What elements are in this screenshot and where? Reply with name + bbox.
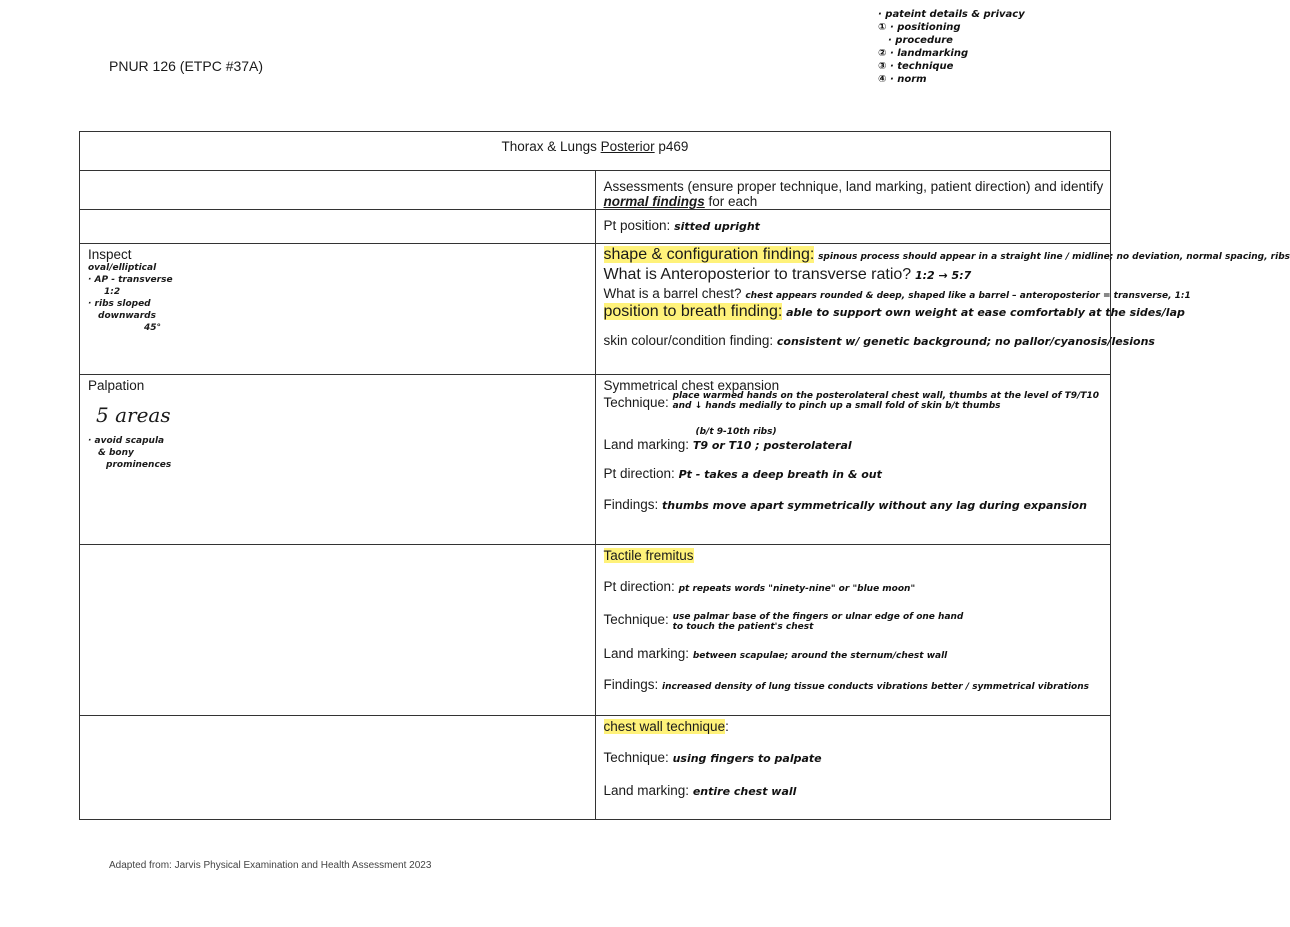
- ratio-label: What is Anteroposterior to transverse ratio?: [603, 266, 912, 283]
- palpation-label: Palpation: [88, 378, 145, 393]
- barrel-label: What is a barrel chest?: [603, 286, 742, 301]
- shape-label: shape & configuration finding:: [603, 246, 815, 263]
- pt-position-row: Pt position: sitted upright: [595, 210, 1111, 244]
- checklist-item: · pateint details & privacy: [878, 9, 1025, 20]
- handwritten-answer: chest appears rounded & deep, shaped like a barrel – anteroposterior = transverse, 1:1: [745, 291, 1191, 301]
- handwritten-note: 5 areas: [96, 403, 171, 427]
- findings-label: Findings:: [603, 677, 659, 692]
- handwritten-answer: pt repeats words "ninety-nine" or "blue moon": [678, 584, 916, 594]
- technique-label: Technique:: [603, 750, 669, 765]
- handwritten-answer: increased density of lung tissue conducts vibrations better / symmetrical vibrations: [662, 682, 1089, 692]
- handwritten-answer: to touch the patient's chest: [672, 622, 814, 632]
- landmark-label: Land marking:: [603, 783, 690, 798]
- handwritten-answer: consistent w/ genetic background; no pallor/cyanosis/lesions: [776, 335, 1155, 348]
- checklist-item: ① · positioning: [878, 22, 961, 33]
- handwritten-answer: sitted upright: [674, 220, 760, 233]
- technique-label: Technique:: [603, 395, 669, 410]
- palpation-findings: [595, 375, 1111, 545]
- assessment-instructions: Assessments (ensure proper technique, land marking, patient direction) and identify normal findings for each: [595, 171, 1111, 210]
- landmark-label: Land marking:: [603, 646, 690, 661]
- tactile-fremitus-title: Tactile fremitus: [603, 548, 694, 563]
- handwritten-answer: place warmed hands on the posterolateral chest wall, thumbs at the level of T9/T10: [672, 391, 1100, 401]
- handwritten-note: (b/t 9-10th ribs): [695, 427, 777, 437]
- handwritten-answer: T9 or T10 ; posterolateral: [692, 439, 852, 452]
- empty-cell: [80, 171, 596, 210]
- direction-label: Pt direction:: [603, 579, 675, 594]
- footer-attribution: Adapted from: Jarvis Physical Examination and Health Assessment 2023: [109, 860, 432, 871]
- inspect-label: Inspect: [88, 247, 132, 262]
- chest-wall-title: chest wall technique: [603, 719, 726, 734]
- assessment-table: [79, 131, 1290, 820]
- symmetrical-heading: Symmetrical chest expansion: [603, 378, 780, 393]
- position-label: position to breath finding:: [603, 303, 783, 320]
- palpation-label-cell: [80, 375, 596, 545]
- empty-cell: [80, 210, 596, 244]
- handwritten-answer: using fingers to palpate: [672, 752, 822, 765]
- handwritten-answer: and ↓ hands medially to pinch up a small fold of skin b/t thumbs: [672, 401, 1001, 411]
- handwritten-answer: able to support own weight at ease comfortably at the sides/lap: [786, 306, 1185, 319]
- chest-wall-section: chest wall technique: Technique: using fingers to palpate Land marking: entire chest wall: [595, 716, 1111, 820]
- handwritten-answer: Pt - takes a deep breath in & out: [678, 468, 882, 481]
- empty-cell: [80, 716, 596, 820]
- checklist-item: · procedure: [888, 35, 953, 46]
- inspect-label-cell: [80, 244, 596, 375]
- checklist-item: ② · landmarking: [878, 48, 969, 59]
- course-code: PNUR 126 (ETPC #37A): [109, 58, 264, 74]
- handwritten-answer: entire chest wall: [692, 785, 797, 798]
- handwritten-answer: between scapulae; around the sternum/chest wall: [692, 651, 948, 661]
- findings-label: Findings:: [603, 497, 659, 512]
- technique-label: Technique:: [603, 612, 669, 627]
- handwritten-answer: use palmar base of the fingers or ulnar edge of one hand: [672, 612, 964, 622]
- empty-cell: [80, 545, 596, 716]
- inspect-findings: [595, 244, 1290, 375]
- inspect-margin-notes: oval/elliptical · AP - transverse 1:2 · ribs sloped downwards 45°: [88, 263, 173, 333]
- checklist-item: ③ · technique: [878, 61, 954, 72]
- direction-label: Pt direction:: [603, 466, 675, 481]
- handwritten-checklist: [878, 8, 1025, 86]
- palpation-margin-notes: · avoid scapula & bony prominences: [88, 436, 172, 470]
- handwritten-answer: spinous process should appear in a straight line / midline; no deviation, normal spacing, ribs: [818, 252, 1290, 262]
- normal-findings-emphasis: normal findings: [603, 194, 705, 209]
- landmark-label: Land marking:: [603, 437, 690, 452]
- handwritten-answer: 1:2 → 5:7: [914, 269, 972, 282]
- table-title: Thorax & Lungs Posterior p469: [80, 132, 1111, 171]
- skin-label: skin colour/condition finding:: [603, 333, 774, 348]
- checklist-item: ④ · norm: [878, 74, 927, 85]
- handwritten-answer: thumbs move apart symmetrically without any lag during expansion: [662, 499, 1087, 512]
- tactile-fremitus-section: [595, 545, 1111, 716]
